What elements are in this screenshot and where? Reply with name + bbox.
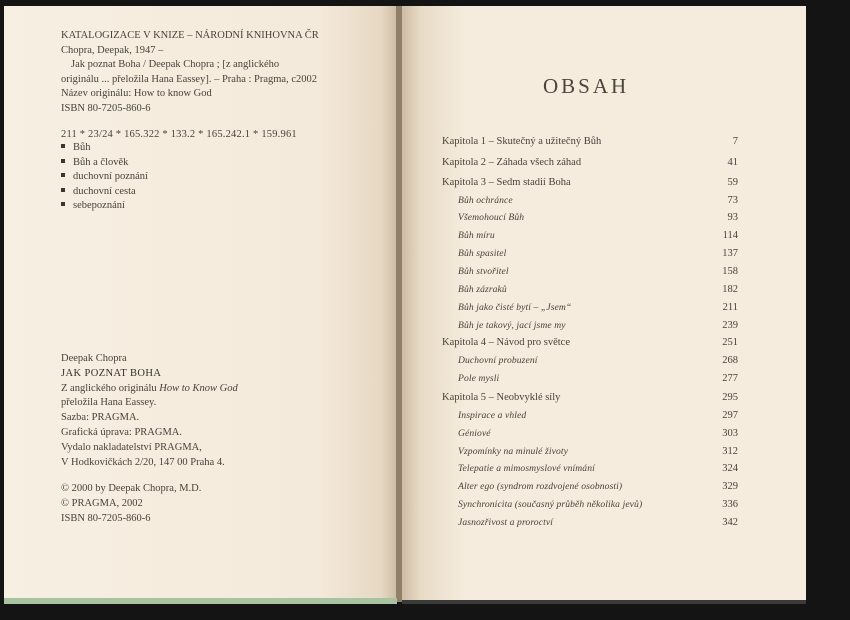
subject-item: duchovní cesta (61, 185, 148, 200)
toc-entry-label: Bůh ochránce (458, 195, 513, 206)
toc-entry-label: Telepatie a mimosmyslové vnímání (458, 463, 595, 474)
imprint-author: Deepak Chopra (61, 353, 127, 364)
toc-entry-label: Kapitola 4 – Návod pro světce (442, 337, 571, 348)
classification-numbers: 211 * 23/24 * 165.322 * 133.2 * 165.242.1 * 159.961 (61, 129, 297, 140)
toc-entry-label: Bůh zázraků (458, 284, 507, 295)
toc-entry-label: Pole mysli (458, 373, 500, 384)
toc-title: OBSAH (543, 74, 630, 98)
toc-entry (0, 230, 850, 244)
toc-entry-page: 329 (722, 481, 738, 492)
toc-entry (0, 463, 850, 477)
toc-entry-page: 114 (722, 230, 738, 241)
catalog-author: Chopra, Deepak, 1947 – (61, 44, 164, 56)
toc-entry-label: Duchovní probuzení (458, 355, 538, 366)
toc-entry (0, 320, 850, 334)
toc-entry (0, 392, 850, 406)
toc-entry-label: Inspirace a vhled (458, 410, 527, 421)
toc-entry-label: Kapitola 2 – Záhada všech záhad (442, 157, 582, 168)
toc-entry-page: 73 (727, 195, 738, 206)
toc-entry (0, 410, 850, 424)
catalog-original-title: Název originálu: How to know God (61, 88, 212, 100)
toc-entry (0, 177, 850, 191)
imprint-original-prefix: Z anglického originálu (61, 382, 157, 394)
toc-entry (0, 266, 850, 280)
toc-entry-label: Kapitola 5 – Neobvyklé síly (442, 392, 561, 403)
toc-entry-label: Všemohoucí Bůh (458, 212, 525, 223)
catalog-title-line: originálu ... přeložila Hana Eassey]. – Praha : Pragma, c2002 (61, 73, 318, 85)
toc-entry-label: Bůh stvořitel (458, 266, 509, 277)
toc-entry (0, 337, 850, 351)
subject-item: duchovní poznání (61, 170, 148, 185)
imprint-copyright: © 2000 by Deepak Chopra, M.D. (61, 483, 202, 495)
toc-entry-page: 251 (722, 337, 738, 348)
toc-entry (0, 136, 850, 150)
toc-entry-page: 158 (722, 266, 738, 277)
toc-entry-page: 41 (727, 157, 738, 168)
toc-entry (0, 195, 850, 209)
toc-entry (0, 481, 850, 495)
toc-entry (0, 373, 850, 387)
toc-entry-page: 297 (722, 410, 738, 421)
catalog-title-line: Jak poznat Boha / Deepak Chopra ; [z anglického (71, 59, 280, 71)
toc-entry (0, 499, 850, 513)
toc-entry-page: 182 (722, 284, 738, 295)
toc-entry-page: 211 (722, 302, 738, 313)
toc-entry-page: 239 (722, 320, 738, 331)
toc-entry-label: Jasnozřivost a proroctví (458, 517, 553, 528)
toc-entry-page: 268 (722, 355, 738, 366)
toc-entry-page: 59 (727, 177, 738, 188)
toc-entry-page: 312 (722, 446, 738, 457)
toc-entry (0, 517, 850, 531)
catalog-record (61, 29, 319, 117)
subject-item: sebepoznání (61, 199, 148, 214)
toc-entry-page: 342 (722, 517, 738, 528)
toc-entry (0, 355, 850, 369)
toc-entry (0, 248, 850, 262)
subject-item: Bůh (61, 141, 148, 156)
imprint-isbn: ISBN 80-7205-860-6 (61, 512, 151, 524)
toc-entry-label: Géniové (458, 428, 491, 439)
imprint-address: V Hodkovičkách 2/20, 147 00 Praha 4. (61, 456, 225, 468)
cover-edge (4, 598, 397, 604)
toc-entry (0, 302, 850, 316)
toc-entry-label: Bůh je takový, jací jsme my (458, 320, 566, 331)
toc-entry-label: Synchronicita (současný průběh několika jevů) (458, 499, 643, 510)
toc-entry-label: Kapitola 1 – Skutečný a užitečný Bůh (442, 136, 602, 147)
toc-entry-label: Alter ego (syndrom rozdvojené osobnosti) (458, 481, 623, 492)
toc-entry-page: 137 (722, 248, 738, 259)
toc-entry-label: Bůh míru (458, 230, 495, 241)
toc-entry-page: 7 (732, 136, 738, 147)
toc-entry (0, 212, 850, 226)
imprint-graphic-design: Grafická úprava: PRAGMA. (61, 426, 183, 438)
imprint-publisher: Vydalo nakladatelství PRAGMA, (61, 441, 202, 453)
toc-entry-page: 277 (722, 373, 738, 384)
toc-entry-label: Vzpomínky na minulé životy (458, 446, 568, 457)
toc-entry (0, 157, 850, 171)
imprint-translator: přeložila Hana Eassey. (61, 397, 157, 409)
catalog-isbn: ISBN 80-7205-860-6 (61, 102, 151, 114)
toc-entry-page: 295 (722, 392, 738, 403)
imprint-typesetting: Sazba: PRAGMA. (61, 412, 140, 424)
toc-entry-page: 303 (722, 428, 738, 439)
toc-entry (0, 284, 850, 298)
imprint-copyright: © PRAGMA, 2002 (61, 498, 143, 510)
toc-entry (0, 446, 850, 460)
catalog-heading: KATALOGIZACE V KNIZE – NÁRODNÍ KNIHOVNA ČR (61, 30, 319, 41)
imprint-original-title: How to Know God (159, 382, 238, 394)
toc-entry-label: Bůh spasitel (458, 248, 507, 259)
toc-entry-page: 324 (722, 463, 738, 474)
toc-entry-page: 336 (722, 499, 738, 510)
imprint-title: JAK POZNAT BOHA (61, 367, 162, 379)
toc-entry-page: 93 (727, 212, 738, 223)
toc-entry (0, 428, 850, 442)
subject-item: Bůh a člověk (61, 156, 148, 171)
toc-entry-label: Bůh jako čisté bytí – „Jsem“ (458, 302, 572, 313)
page-edge-shadow (402, 600, 806, 604)
toc-entry-label: Kapitola 3 – Sedm stadií Boha (442, 177, 571, 188)
